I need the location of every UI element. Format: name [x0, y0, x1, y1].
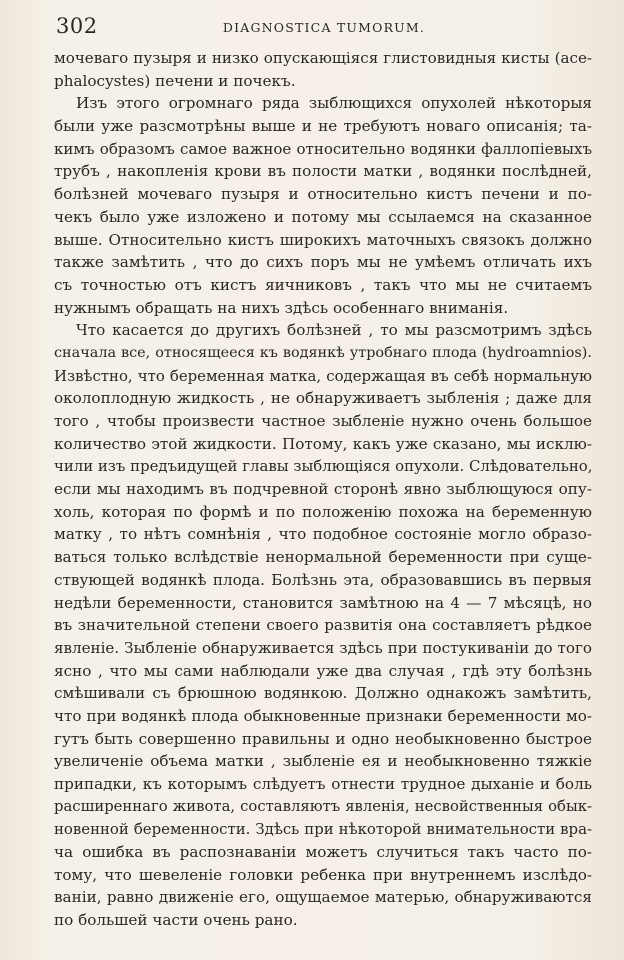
text-line: въ значительной степени своего развитія она составляетъ рѣдкое [54, 616, 592, 635]
text-line: Извѣстно, что беременная матка, содержащая въ себѣ нормальную [54, 366, 592, 385]
text-line: расширеннаго живота, составляютъ явленія, несвойственныя обык- [54, 797, 592, 815]
page-header [56, 14, 592, 42]
text-line: сначала все, относящееся къ водянкѣ утробнаго плода (hydroamnios). [54, 344, 592, 361]
text-line: ча ошибка въ распознаваніи можетъ случиться такъ часто по- [54, 843, 592, 862]
text-line: новенной беременности. Здѣсь при нѣкоторой внимательности вра- [54, 820, 592, 839]
running-head: DIAGNOSTICA TUMORUM. [222, 20, 426, 35]
text-line: ствующей водянкѣ плода. Болѣзнь эта, образовавшись въ первыя [54, 570, 592, 589]
text-line: ясно , что мы сами наблюдали уже два случая , гдѣ эту болѣзнь [54, 661, 592, 680]
text-line: околоплодную жидкость , не обнаруживаетъ зыбленія ; даже для [54, 389, 592, 408]
page-number: 302 [56, 14, 98, 38]
text-line: недѣли беременности, становится замѣтною на 4 — 7 мѣсяцѣ, но [54, 593, 592, 612]
text-line: гутъ быть совершенно правильны и одно необыкновенно быстрое [54, 729, 592, 748]
text-line: съ точностью отъ кистъ яичниковъ , такъ что мы не считаемъ [54, 275, 592, 294]
text-line: были уже разсмотрѣны выше и не требуютъ новаго описанія; та- [54, 117, 592, 136]
text-line: тому, что шевеленіе головки ребенка при внутреннемъ изслѣдо- [54, 865, 592, 884]
text-line: явленіе. Зыбленіе обнаруживается здѣсь при постукиваніи до того [54, 638, 592, 657]
paragraph-first-line: Изъ этого огромнаго ряда зыблющихся опухолей нѣкоторыя [76, 94, 592, 113]
text-line: кимъ образомъ самое важное относительно водянки фаллопіевыхъ [54, 139, 592, 158]
text-line: количество этой жидкости. Потому, какъ уже сказано, мы исклю- [54, 434, 592, 453]
text-line: матку , то нѣтъ сомнѣнія , что подобное состояніе могло образо- [54, 525, 592, 544]
text-line: болѣзней мочеваго пузыря и относительно кистъ печени и по- [54, 185, 592, 204]
text-line: припадки, къ которымъ слѣдуетъ отнести трудное дыханіе и боль [54, 775, 592, 793]
text-line: по большей части очень рано. [54, 911, 298, 930]
text-line: увеличеніе объема матки , зыбленіе ея и необыкновенно тяжкіе [54, 752, 592, 771]
paragraph-first-line: Что касается до другихъ болѣзней , то мы разсмотримъ здѣсь [76, 321, 592, 340]
text-line: нужнымъ обращать на нихъ здѣсь особеннаго вниманія. [54, 298, 509, 317]
text-line: ваніи, равно движеніе его, ощущаемое матерью, обнаруживаются [54, 888, 592, 907]
text-line: холь, которая по формѣ и по положенію похожа на беременную [54, 502, 592, 521]
text-line: что при водянкѣ плода обыкновенные признаки беременности мо- [54, 706, 592, 725]
body-text [54, 47, 592, 932]
text-line: ваться только вслѣдствіе ненормальной беременности при суще- [54, 548, 592, 567]
text-line: смѣшивали съ брюшною водянкою. Должно однакожъ замѣтить, [54, 684, 592, 703]
text-line: если мы находимъ въ подчревной сторонѣ явно зыблющуюся опу- [54, 480, 592, 499]
text-line: также замѣтить , что до сихъ поръ мы не умѣемъ отличать ихъ [54, 253, 592, 272]
text-line: чекъ было уже изложено и потому мы ссылаемся на сказанное [54, 207, 592, 226]
text-line: phalocystes) печени и почекъ. [54, 71, 296, 90]
text-line: трубъ , накопленія крови въ полости матки , водянки послѣдней, [54, 162, 592, 181]
text-line: мочеваго пузыря и низко опускающіяся глистовидныя кисты (ace- [54, 49, 592, 67]
text-line: чили изъ предъидущей главы зыблющіяся опухоли. Слѣдовательно, [54, 457, 593, 476]
text-line: того , чтобы произвести частное зыбленіе нужно очень большое [54, 412, 592, 430]
text-line: выше. Относительно кистъ широкихъ маточныхъ связокъ должно [54, 230, 592, 249]
